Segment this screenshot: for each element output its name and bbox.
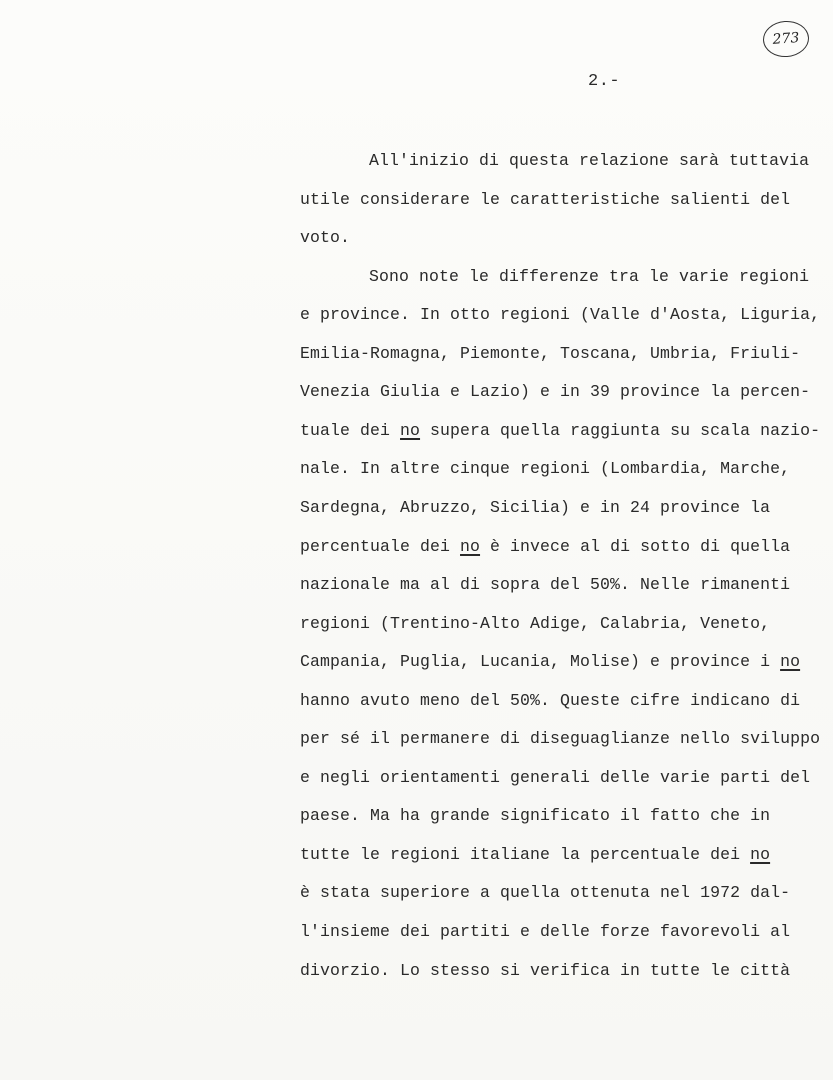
- text-line: [300, 421, 820, 441]
- line-text: e negli orientamenti generali delle varie parti del: [300, 768, 811, 787]
- text-line: [300, 228, 350, 248]
- line-text: All'inizio di questa relazione sarà tuttavia: [369, 151, 810, 170]
- line-text: l'insieme dei partiti e delle forze favorevoli al: [300, 922, 791, 941]
- line-text: nazionale ma al di sopra del 50%. Nelle rimanenti: [300, 575, 791, 594]
- line-text-after: supera quella raggiunta su scala nazio-: [420, 421, 821, 440]
- text-line: [300, 652, 800, 672]
- text-line: [300, 614, 770, 634]
- text-line: [300, 729, 820, 749]
- archive-stamp-number: 273: [762, 19, 810, 58]
- text-line: [300, 190, 790, 210]
- text-line: [369, 267, 809, 287]
- text-line: [300, 845, 770, 865]
- line-text: per sé il permanere di diseguaglianze nello sviluppo: [300, 729, 821, 748]
- line-text: Sardegna, Abruzzo, Sicilia) e in 24 province la: [300, 498, 771, 517]
- line-text-after: è invece al di sotto di quella: [480, 537, 791, 556]
- line-text: Sono note le differenze tra le varie regioni: [369, 267, 810, 286]
- underlined-word: no: [400, 421, 421, 440]
- underlined-word: no: [780, 652, 801, 671]
- line-text-before: Campania, Puglia, Lucania, Molise) e province i: [300, 652, 781, 671]
- text-line: [300, 537, 790, 557]
- line-text: Emilia-Romagna, Piemonte, Toscana, Umbria, Friuli-: [300, 344, 801, 363]
- line-text: e province. In otto regioni (Valle d'Aosta, Liguria,: [300, 305, 821, 324]
- page-number: 2.-: [588, 72, 621, 91]
- text-line: [300, 498, 770, 518]
- line-text: regioni (Trentino-Alto Adige, Calabria, Veneto,: [300, 614, 771, 633]
- text-line: [300, 922, 790, 942]
- text-line: [300, 768, 810, 788]
- text-line: [300, 961, 790, 981]
- line-text: utile considerare le caratteristiche salienti del: [300, 190, 791, 209]
- line-text: hanno avuto meno del 50%. Queste cifre indicano di: [300, 691, 801, 710]
- line-text-before: tuale dei: [300, 421, 401, 440]
- text-line: [300, 382, 810, 402]
- text-line: [300, 691, 800, 711]
- line-text: nale. In altre cinque regioni (Lombardia, Marche,: [300, 459, 791, 478]
- line-text: è stata superiore a quella ottenuta nel 1972 dal-: [300, 883, 791, 902]
- underlined-word: no: [460, 537, 481, 556]
- text-line: [300, 344, 800, 364]
- line-text: voto.: [300, 228, 351, 247]
- line-text: divorzio. Lo stesso si verifica in tutte le città: [300, 961, 791, 980]
- text-line: [300, 459, 790, 479]
- line-text-before: tutte le regioni italiane la percentuale dei: [300, 845, 751, 864]
- text-line: [300, 305, 820, 325]
- text-line: [369, 151, 809, 171]
- line-text: paese. Ma ha grande significato il fatto che in: [300, 806, 771, 825]
- line-text-before: percentuale dei: [300, 537, 461, 556]
- underlined-word: no: [750, 845, 771, 864]
- line-text: Venezia Giulia e Lazio) e in 39 province la percen-: [300, 382, 811, 401]
- text-line: [300, 806, 770, 826]
- text-line: [300, 575, 790, 595]
- text-line: [300, 883, 790, 903]
